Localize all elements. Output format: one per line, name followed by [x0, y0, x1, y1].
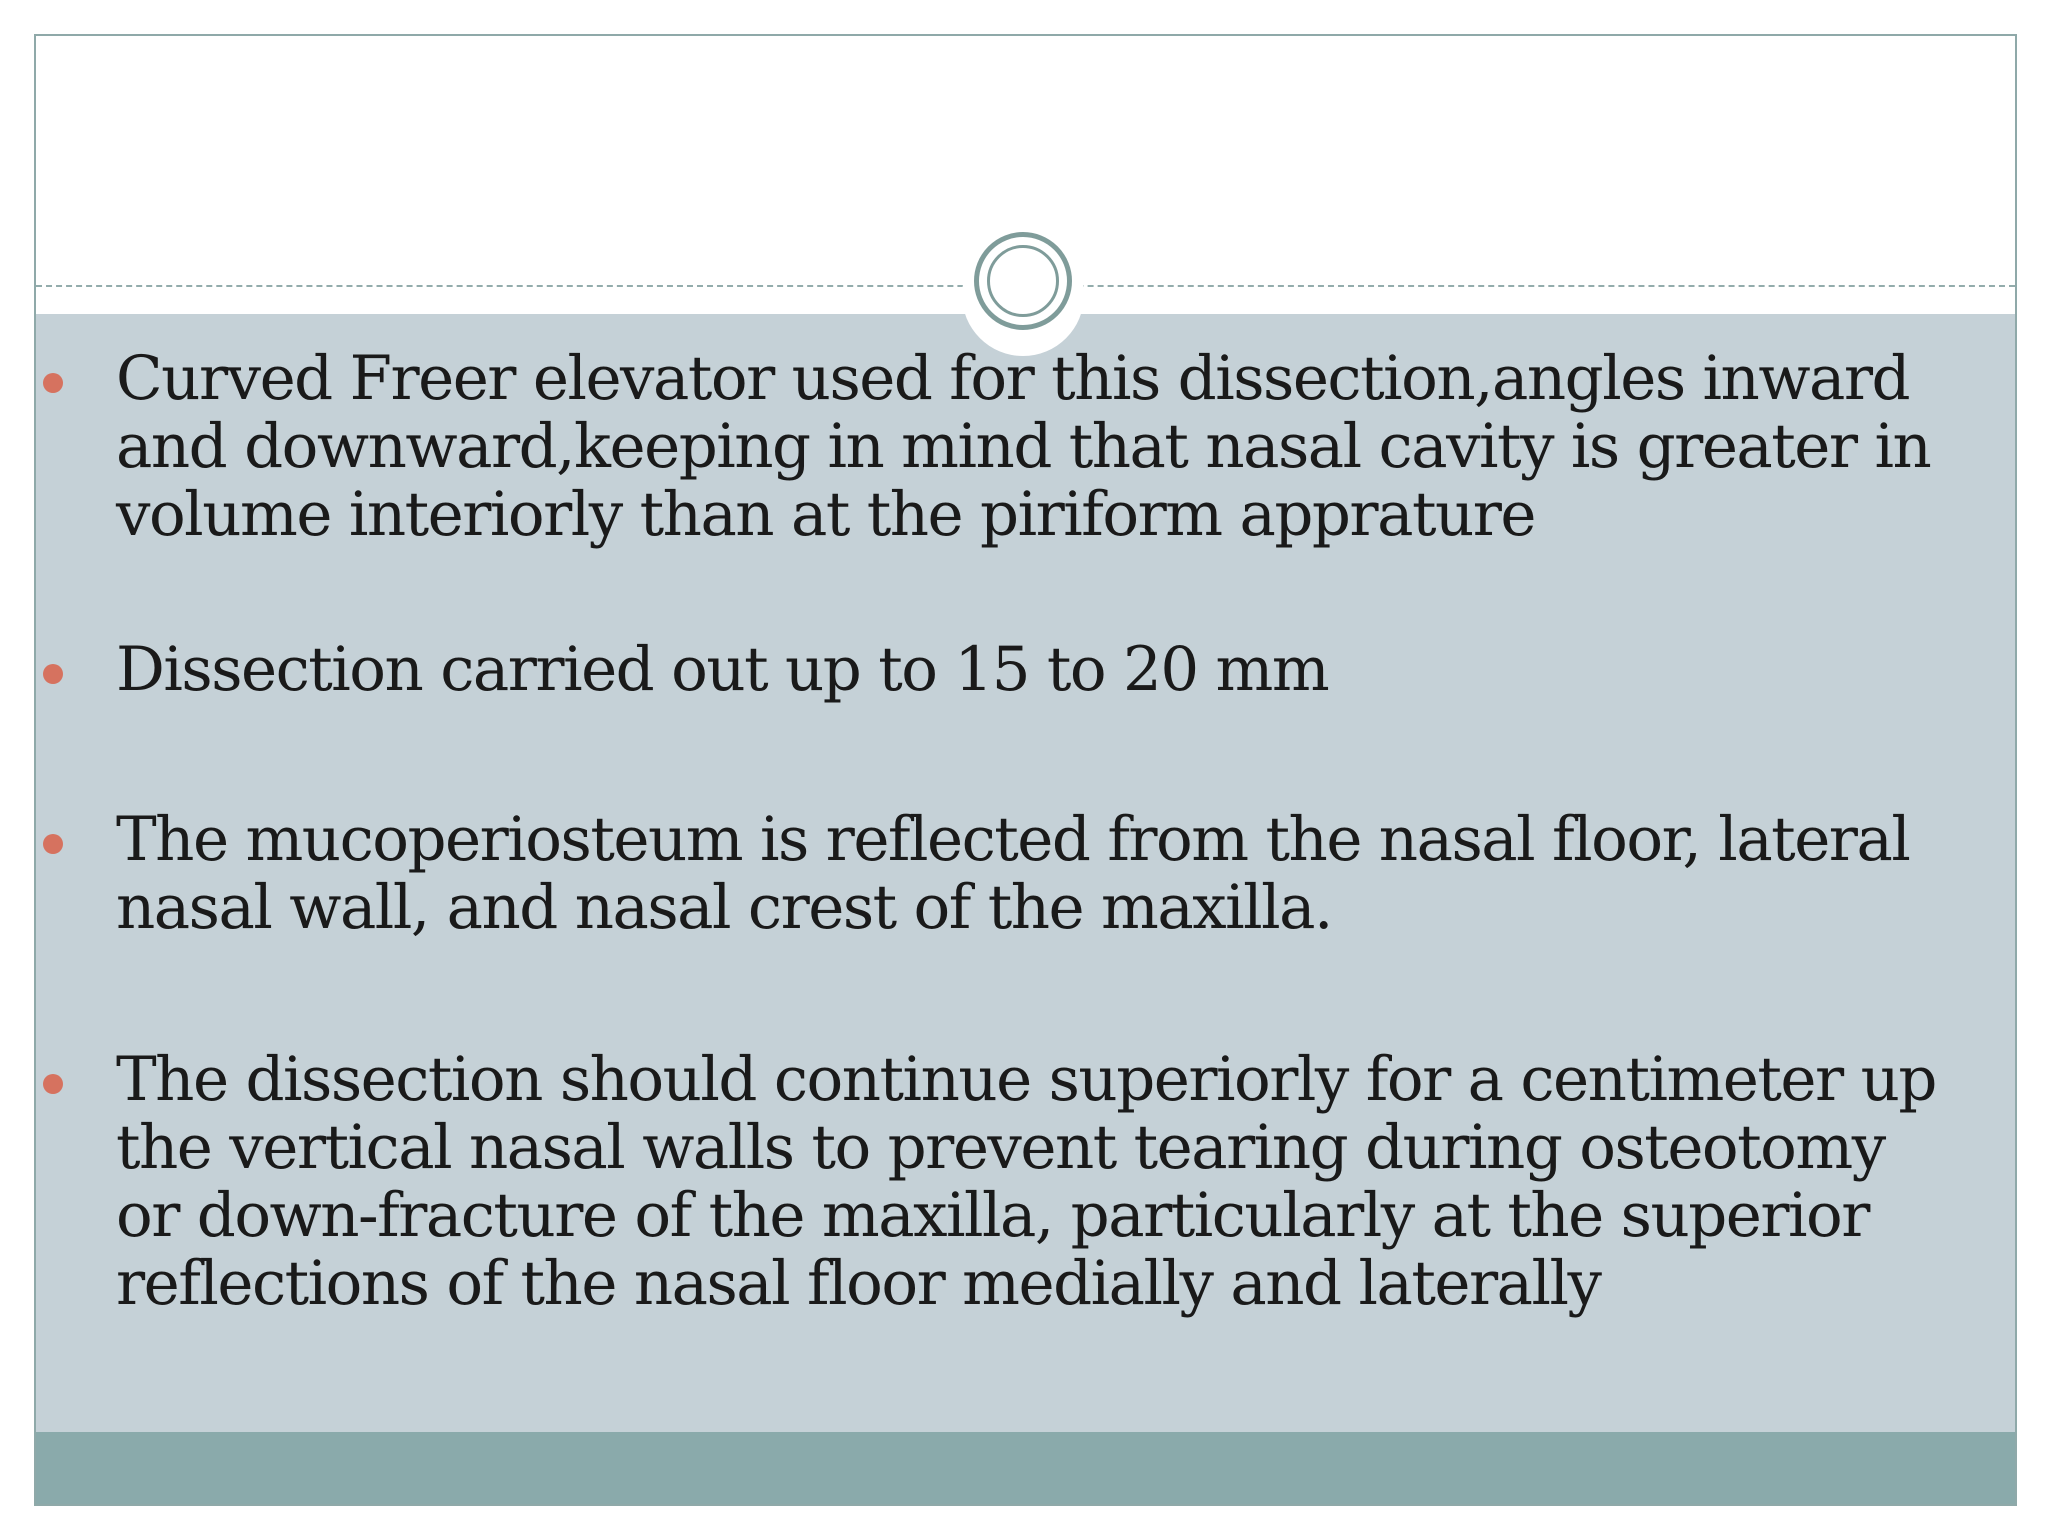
bullet-item — [116, 345, 1936, 549]
bullet-dot-icon — [43, 1074, 63, 1094]
bullet-dot-icon — [43, 373, 63, 393]
bullet-text: The mucoperiosteum is reflected from the nasal floor, lateral nasal wall, and nasal crest of the maxilla. — [116, 804, 1910, 943]
bullet-dot-icon — [43, 664, 63, 684]
bullet-text: Dissection carried out up to 15 to 20 mm — [116, 634, 1329, 705]
bullet-text: Curved Freer elevator used for this dissection,angles inward and downward,keeping in mind that nasal cavity is greater in volume interiorly than at the piriform appraturе — [116, 343, 1931, 550]
bullet-item — [116, 1046, 1936, 1318]
bullet-dot-icon — [43, 834, 63, 854]
bullet-item — [116, 806, 1936, 942]
bullet-text: The dissection should continue superiorly for a centimeter up the vertical nasal walls to prevent tearing during osteotomy or down-fracture of the maxilla, particularly at the superior reflections of the nasal floor medially and laterally — [116, 1044, 1936, 1319]
bullet-item — [116, 636, 1936, 704]
